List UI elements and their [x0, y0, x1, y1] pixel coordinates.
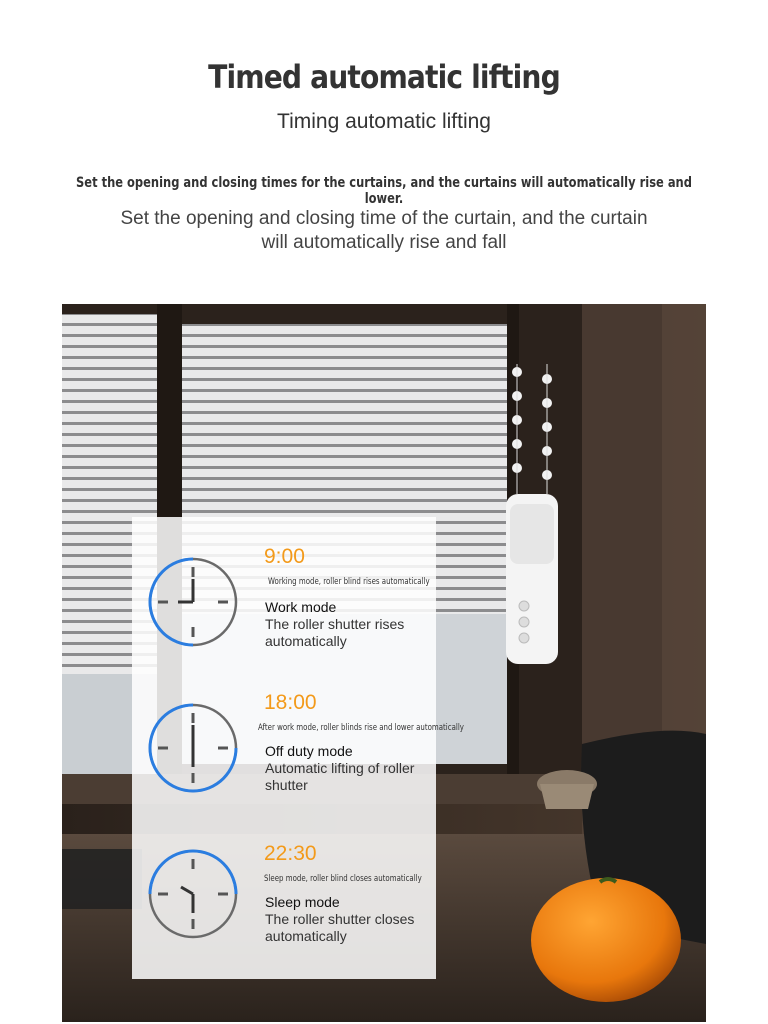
mode-title: Sleep mode	[265, 894, 340, 910]
mode-caption: Sleep mode, roller blind closes automatically	[264, 874, 422, 884]
clock-icon-9	[148, 557, 238, 647]
mode-description: The roller shutter closes automatically	[265, 911, 415, 944]
description-bold: Set the opening and closing times for the curtains, and the curtains will automatically rise and lower.	[76, 175, 692, 207]
page-subtitle: Timing automatic lifting	[277, 110, 491, 133]
clock-icon-2230	[148, 849, 238, 939]
mode-description: Automatic lifting of roller shutter	[265, 760, 415, 793]
mode-title: Off duty mode	[265, 743, 353, 759]
description-text: Set the opening and closing time of the curtain, and the curtain will automatically rise and fall	[120, 208, 648, 253]
mode-description: The roller shutter rises automatically	[265, 616, 405, 649]
time-label: 22:30	[264, 842, 317, 865]
clock-icon-18	[148, 703, 238, 793]
time-label: 18:00	[264, 691, 317, 714]
mode-caption: Working mode, roller blind rises automatically	[268, 577, 430, 587]
page-title: Timed automatic lifting	[208, 58, 560, 96]
mode-caption: After work mode, roller blinds rise and lower automatically	[258, 723, 464, 733]
time-label: 9:00	[264, 545, 305, 568]
mode-title: Work mode	[265, 599, 337, 615]
